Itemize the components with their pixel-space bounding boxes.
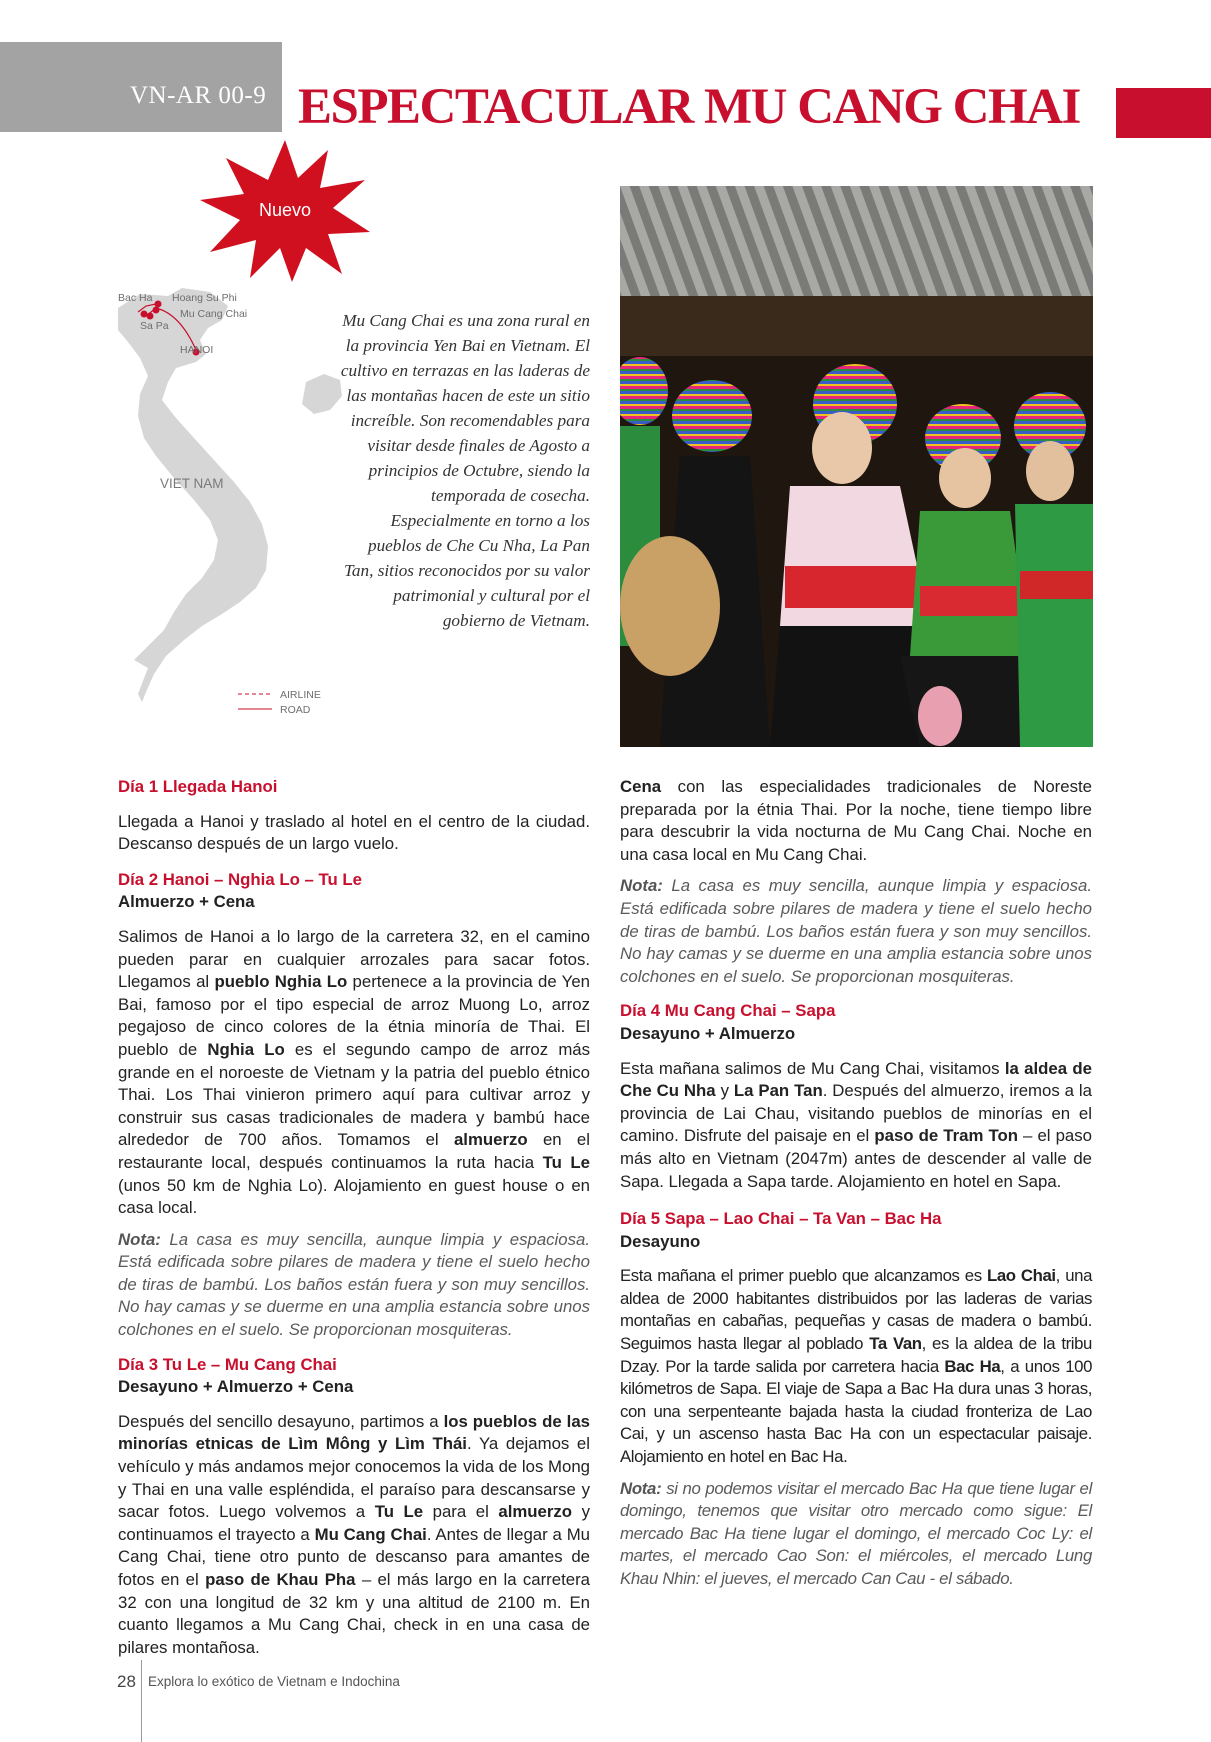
- tour-code: VN-AR 00-9: [130, 82, 267, 109]
- day5-note: Nota: si no podemos visitar el mercado Bac Ha que tiene lugar el domingo, tenemos que visitar otro mercado como sigue: El mercado Bac Ha tiene lugar el domingo, el mercado Coc Ly: el martes, el mercado Cao Son: el miércoles, el mercado Lung Khau Nhin: el jueves, el mercado Can Cau - el sábado.: [620, 1478, 1092, 1588]
- footer-divider: [141, 1660, 142, 1742]
- day2-title: Día 2 Hanoi – Nghia Lo – Tu Le: [118, 869, 362, 889]
- day3-text-part1: Después del sencillo desayuno, partimos a los pueblos de las minorías etnicas de Lìm Mông y Lìm Thái. Ya dejamos el vehículo y más andamos mejor conocemos la vida de los Mong y Thai en una valle espléndida, el paraíso para descansarse y sacar fotos. Luego volvemos a Tu Le para el almuerzo y continuamos el trayecto a Mu Cang Chai. Antes de llegar a Mu Cang Chai, tiene otro punto de descanso para amantes de fotos en el paso de Khau Pha – el más largo en la carretera 32 con una longitud de 32 km y una altitud de 2100 m. En cuanto llegamos a Mu Cang Chai, check in en una casa de pilares montañosa.: [118, 1411, 591, 1657]
- map-label-bac-ha: Bac Ha: [118, 292, 153, 304]
- page-number: 28: [117, 1672, 136, 1691]
- day5-title: Día 5 Sapa – Lao Chai – Ta Van – Bac Ha: [620, 1209, 942, 1229]
- legend-airline-label: AIRLINE: [280, 689, 321, 701]
- day4-title: Día 4 Mu Cang Chai – Sapa: [620, 1001, 836, 1021]
- mu-cang-chai-dot: [147, 313, 154, 320]
- day4-text: Esta mañana salimos de Mu Cang Chai, visitamos la aldea de Che Cu Nha y La Pan Tan. Después del almuerzo, iremos a la provincia de Lai Chau, visitando pueblos de minorías en el camino. Disfrute del paisaje en el paso de Tram Ton – el paso más alto en Vietnam (2047m) antes de descender al valle de Sapa. Llegada a Sapa tarde. Alojamiento en hotel en Sapa.: [620, 1058, 1092, 1191]
- day2-meals: Almuerzo + Cena: [118, 892, 255, 912]
- vietnam-map: [110, 288, 350, 718]
- day1-title: Día 1 Llegada Hanoi: [118, 777, 278, 796]
- page-title: ESPECTACULAR MU CANG CHAI: [298, 79, 1080, 135]
- map-label-country: VIET NAM: [160, 476, 224, 491]
- day2-note: Nota: La casa es muy sencilla, aunque limpia y espaciosa. Está edificada sobre pilares de madera y tiene el suelo hecho de tiras de bambú. Los baños están fuera y son muy sencillos. No hay camas y se duerme en una amplia estancia sobre unos colchones en el suelo. Se proporcionan mosquiteras.: [118, 1229, 590, 1340]
- day2-text: Salimos de Hanoi a lo largo de la carretera 32, en el camino pueden parar en cualquier arrozales para sacar fotos. Llegamos al pueblo Nghia Lo pertenece a la provincia de Yen Bai, famoso por el tipo especial de arroz Muong Lo, arroz pegajoso de cinco colores de la étnia minoría de Thai. El pueblo de Nghia Lo es el segundo campo de arroz más grande en el noroeste de Vietnam y la patria del pueblo étnico Thai. Los Thai vinieron primero aquí para cultivar arroz y construir sus casas tradicionales de madera y bambú hace alrededor de 700 años. Tomamos el almuerzo en el restaurante local, después continuamos la ruta hacia Tu Le (unos 50 km de Nghia Lo). Alojamiento en guest house o en casa local.: [118, 926, 591, 1218]
- header-accent-tab: [1116, 88, 1211, 138]
- map-label-sa-pa: Sa Pa: [140, 320, 169, 332]
- day1-text: Llegada a Hanoi y traslado al hotel en el centro de la ciudad. Descanso después de un largo vuelo.: [118, 811, 590, 854]
- day3-title: Día 3 Tu Le – Mu Cang Chai: [118, 1354, 337, 1374]
- badge-label: Nuevo: [258, 200, 312, 220]
- day3-note: Nota: La casa es muy sencilla, aunque limpia y espaciosa. Está edificada sobre pilares de madera y tiene el suelo hecho de tiras de bambú. Los baños están fuera y son muy sencillos. No hay camas y se duerme en una amplia estancia sobre unos colchones en el suelo. Se proporcionan mosquiteras.: [620, 876, 1092, 986]
- legend-road-label: ROAD: [280, 704, 311, 716]
- sa-pa-dot: [141, 311, 148, 318]
- day3-meals: Desayuno + Almuerzo + Cena: [118, 1377, 354, 1397]
- day3-text-part2: Cena con las especialidades tradicionales de Noreste preparada por la étnia Thai. Por la noche, tiene tiempo libre para descubrir la vida nocturna de Mu Cang Chai. Noche en una casa local en Mu Cang Chai.: [620, 777, 1092, 864]
- bac-ha-dot: [155, 301, 162, 308]
- island-shape: [302, 374, 342, 414]
- itinerary-column-left: [118, 776, 590, 1668]
- map-label-mu-cang-chai: Mu Cang Chai: [180, 308, 248, 320]
- itinerary-column-right: [620, 776, 1092, 1603]
- footer-text: Explora lo exótico de Vietnam e Indochina: [148, 1674, 400, 1689]
- day4-meals: Desayuno + Almuerzo: [620, 1023, 796, 1043]
- day5-text: Esta mañana el primer pueblo que alcanzamos es Lao Chai, una aldea de 2000 habitantes distribuidos por las laderas de varias montañas en cabañas, pequeñas y casas de madera o bambú. Seguimos hasta llegar al poblado Ta Van, es la aldea de la tribu Dzay. Por la tarde salida por carretera hacia Bac Ha, a unos 100 kilómetros de Sapa. El viaje de Sapa a Bac Ha dura unas 3 horas, con una serpenteante bajada hasta la ciudad fronteriza de Lao Cai, y un ascenso hasta Bac Ha con un espectacular paisaje. Alojamiento en hotel en Bac Ha.: [620, 1266, 1093, 1467]
- photo-women-traditional-dress: [620, 186, 1093, 747]
- intro-text: Mu Cang Chai es una zona rural en la provincia Yen Bai en Vietnam. El cultivo en terrazas en las laderas de las montañas hacen de este un sitio increíble. Son recomendables para visitar desde finales de Agosto a principios de Octubre, siendo la temporada de cosecha. Especialmente en torno a los pueblos de Che Cu Nha, La Pan Tan, sitios reconocidos por su valor patrimonial y cultural por el gobierno de Vietnam.: [340, 311, 590, 630]
- day5-meals: Desayuno: [620, 1231, 701, 1251]
- hoang-su-phi-dot: [153, 307, 160, 314]
- map-label-hoang-su-phi: Hoang Su Phi: [172, 292, 237, 304]
- map-label-hanoi: HANOI: [180, 344, 214, 356]
